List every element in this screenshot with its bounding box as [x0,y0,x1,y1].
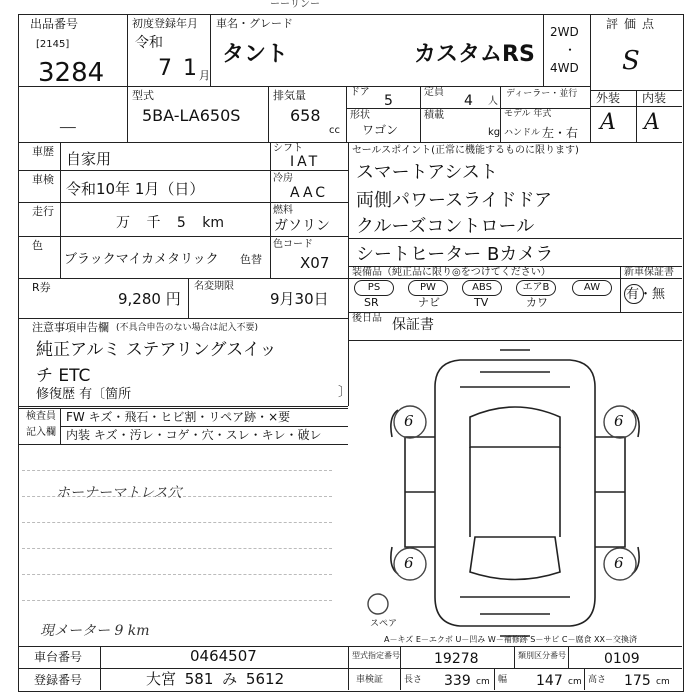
dims-label: 車検証 [356,675,384,685]
doors-label: ドア [350,87,370,98]
width-unit: cm [568,677,582,687]
equip-abs: ABS [462,280,502,296]
model-name: タント [222,42,289,67]
mileage-note: 現メーター 9 km [40,623,150,639]
lot-label: 出品番号 [30,17,79,31]
recycle-value: 9,280 円 [118,290,181,308]
equip-navi: ナビ [418,296,440,309]
equipment-label: 装備品（純正品に限り◎をつけてください） [352,267,551,278]
fuel-label: 燃料 [273,205,293,216]
inspector-label-1: 検査員 [26,411,56,422]
equip-sr: SR [364,296,379,309]
length-value: 339 [444,673,471,689]
load-label: 積載 [424,110,444,121]
height-unit: cm [656,677,670,687]
usage-value: 自家用 [66,150,112,168]
notes-line1: 純正アルミ ステアリングスイッ [36,340,277,360]
mileage-value: 万 千 5 km [116,215,225,231]
mileage-label: 走行 [32,205,54,218]
shape-value: ワゴン [362,123,399,137]
repair-end: 〕 [338,385,352,400]
color-label: 色 [32,239,43,252]
equip-airbag: エアB [516,280,556,296]
shift-value: IAT [290,154,321,170]
height-value: 175 [624,673,651,689]
new-car-circle [624,284,644,304]
ac-value: AAC [290,185,329,201]
length-label: 長さ [404,675,423,685]
grade: カスタムRS [414,42,535,67]
model-year-label: モデル 年式 [504,109,552,119]
new-car-value: 有・無 [626,287,666,302]
notes-label: 注意事項申告欄 [32,321,109,334]
reg-year: 7 [158,56,172,81]
category-value: 0109 [604,651,640,667]
lot-sub: [2145] [36,39,70,50]
drive-dot: ・ [564,43,577,57]
load-unit: kg [488,127,501,138]
exterior-grade: A [600,110,616,135]
interior-grade: A [644,110,660,135]
inspector-row-1: FW キズ・飛石・ヒビ割・リペア跡・×要 [66,410,291,424]
rating-value: S [622,46,640,76]
ac-label: 冷房 [273,173,293,184]
exterior-label: 外装 [596,91,621,105]
sales-point-1: スマートアシスト [356,162,498,183]
recycle-label: R券 [32,281,51,294]
dealer-label: ディーラー・並行 [506,89,578,99]
type-value: 5BA-LA650S [142,106,241,125]
first-reg-label: 初度登録年月 [132,17,198,30]
displacement-label: 排気量 [273,89,306,102]
color-code-value: X07 [300,254,330,272]
capacity-label: 定員 [424,87,444,98]
top-strip: ーーリンー [270,0,320,10]
equip-aw: AW [572,280,612,296]
width-label: 幅 [498,675,508,685]
category-label: 類別区分番号 [518,651,566,660]
displacement-unit: cc [329,125,340,136]
scribble-mark: ── [60,121,76,136]
sales-point-2: 両側パワースライドドア [356,190,553,211]
equip-tv: TV [474,296,489,309]
handwritten-note: ホーナーマトレス穴 [56,485,182,501]
model-label: 車名・グレード [216,17,293,30]
drive-2wd: 2WD [550,25,579,39]
after-value: 保証書 [392,317,434,333]
inspector-label-2: 記入欄 [26,427,56,438]
lot-number: 3284 [38,58,105,88]
drive-4wd: 4WD [550,61,579,75]
tax-value: 9月30日 [270,290,329,308]
rating-label: 評価点 [606,17,661,31]
inspection-value: 令和10年 1月（日） [66,180,205,198]
plate-value: 大宮 581 み 5612 [146,670,285,688]
repaint-label: 色替 [240,253,262,266]
handle-value: 左・右 [542,126,579,140]
usage-label: 車歴 [32,145,54,158]
designation-label: 型式指定番号 [352,651,400,660]
shape-label: 形状 [350,110,370,121]
interior-label: 内装 [642,91,667,105]
color-code-label: 色コード [273,239,313,250]
notes-sub: (不具合申告のない場合は記入不要) [116,323,259,333]
fuel-value: ガソリン [274,218,330,234]
equip-ps: PS [354,280,394,296]
length-unit: cm [476,677,490,687]
equip-pw: PW [408,280,448,296]
car-diagram [350,342,680,642]
repair-label: 修復歴 有〔箇所 [36,387,132,402]
diagram-mark-rl: 6 [404,554,414,572]
type-label: 型式 [132,89,154,102]
chassis-value: 0464507 [190,647,257,665]
reg-month: 1 [183,56,197,81]
doors-value: 5 [384,93,393,109]
diagram-mark-fr: 6 [614,412,624,430]
sales-point-3: クルーズコントロール [356,216,535,237]
notes-line2: チ ETC [36,366,91,386]
sales-points-label: セールスポイント(正常に機能するものに限ります) [352,145,579,156]
new-car-label: 新車保証書 [624,267,674,278]
chassis-label: 車台番号 [34,650,83,664]
capacity-value: 4 [464,93,473,109]
era: 令和 [135,35,163,51]
shift-label: シフト [273,143,303,154]
after-label: 後日品 [352,313,382,324]
diagram-mark-fl: 6 [404,412,414,430]
tax-label: 名変期限 [194,281,234,292]
inspector-row-2: 内装 キズ・汚レ・コゲ・穴・スレ・キレ・破レ [66,428,322,442]
width-value: 147 [536,673,563,689]
height-label: 高さ [588,675,607,685]
capacity-unit: 人 [488,96,498,107]
month-unit: 月 [199,69,210,82]
plate-label: 登録番号 [34,673,83,687]
equip-leather: カワ [526,296,548,309]
displacement-value: 658 [290,106,321,125]
designation-value: 19278 [434,651,479,667]
color-value: ブラックマイカメタリック [64,252,219,267]
handle-label: ハンドル [504,128,541,138]
damage-legend: A－キズ E－エクボ U－凹み W－補修跡 S－サビ C－腐食 XX－交換済 [384,635,638,644]
sales-point-4: シートヒーター Bカメラ [356,244,554,265]
spare-label: スペア [370,619,398,629]
diagram-mark-rr: 6 [614,554,624,572]
inspection-label: 車検 [32,173,54,186]
